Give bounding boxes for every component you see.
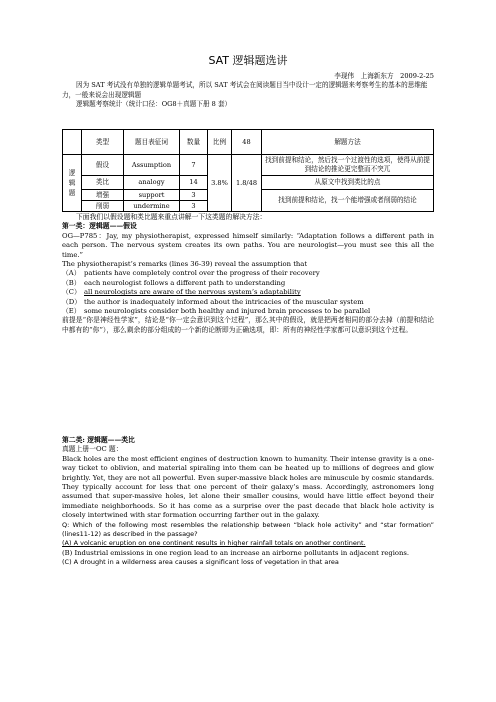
row-count: 3 [180,190,208,201]
question-text: The physiotherapist’s remarks (lines 36-39) reveal the assumption that [62,260,308,269]
row-count: 14 [180,176,208,190]
group-label: 逻辑题 [63,155,82,212]
option-text: the author is inadequately informed about the intricacies of the muscular system [84,297,364,306]
question-text: Q: Which of the following most resembles the relationship between “black hole activity” and “star formation” (lines11-12) as described in the passage? [62,520,434,539]
ratio-cell: 3.8% [208,155,232,212]
section-heading: 第二类: 逻辑题——类比 [62,436,135,444]
row-count: 3 [180,201,208,212]
option-text: each neurologist follows a different path to understanding [84,278,286,287]
row-keyword: support [124,190,180,201]
header-method: 解题方法 [262,130,434,155]
page-title: SAT 逻辑题选讲 [208,54,288,67]
table-row [63,155,434,176]
section-analogy [62,436,434,568]
row-count: 7 [180,155,208,176]
option-text: patients have completely control over the progress of their recovery [84,269,320,278]
option-item [62,279,434,288]
option-item [62,288,434,297]
row-keyword: Assumption [124,155,180,176]
option-item [62,298,434,307]
summary-table [62,129,434,212]
section-assumption [62,213,434,335]
option-item: (B) Industrial emissions in one region lead to an increase an airborne pollutants in adjacent regions. [62,548,409,557]
option-key: （D） [62,297,82,306]
passage-text: OG—P785：Jay, my physiotherapist, expressed himself similarly: “Adaptation follows a different path in each person. The nervous system creates its own paths. You are neurologist—you must see this all the time.” [62,231,434,259]
row-type: 假设 [82,155,124,176]
header-type: 类型 [82,130,124,155]
row-type: 类比 [82,176,124,190]
author-line: 李现伟 上海新东方 2009-2-25 [334,72,434,80]
row-keyword: analogy [124,176,180,190]
method-assumption: 找到前提和结论，然后找一个过渡性的选项，使得从前提到结论的推论更完整而不突兀 [262,155,434,176]
analysis-text: 前提是“你是神经性学家”，结论是“你一定会意识到这个过程”，那么其中的假设，就是把两者相同的部分去掉（前提和结论中都有的“你”），那么剩余的部分组成的一个新的论断即为正确选项，即：所有的神经性学家都可以意识到这个过程。 [62,316,434,334]
header-ratio: 比例 [208,130,232,155]
row-type: 增强 [82,190,124,201]
section-lead: 下面我们以假设题和类比题来重点讲解一下这类题的解决方法： [76,213,267,221]
option-key: （B） [62,278,81,287]
method-analogy: 从原文中找到类比的点 [262,176,434,190]
option-key: （E） [62,307,81,316]
source-text: 真题上册一OC 题： [62,445,123,454]
option-text: all neurologists are aware of the nervous system’s adaptability [84,288,301,297]
option-item: (C) A drought in a wilderness area causes a significant loss of vegetation in that area [62,558,339,567]
table-header-row [63,130,434,155]
option-key: （A） [62,269,81,278]
passage-text: Black holes are the most efficient engines of destruction known to humanity. Their intense gravity is a one-way ticket to oblivion, and material spiraling into them can be heated up to millions of degrees and glow brightly. Yet, they are not all powerful. Even super-massive black holes are minuscule by cosmic standards. They typically account for less that one percent of their galaxy’s mass. Accordingly, astronomers long assumed that super-massive holes, let alone their smaller cousins, would have little effect beyond their immediate neighborhoods. So it has come as a surprise over the past decade that black hole activity is closely intertwined with star formation occurring farther out in the galaxy. [62,454,434,520]
option-key: （C） [62,288,81,297]
ratio2-cell: 1.8/48 [232,155,262,212]
intro-paragraph [62,81,434,100]
method-support: 找到前提和结论，找一个能增强或者削弱的结论 [262,190,434,212]
row-keyword: undermine [124,201,180,212]
stats-caption: 逻辑题考察统计（统计口径：OG8＋真题下册 8 套） [76,100,232,108]
section-heading: 第一类：逻辑题——假设 [62,222,137,231]
option-item: (A) A volcanic eruption on one continent results in higher rainfall totals on another continent. [62,539,366,548]
row-type: 削弱 [82,201,124,212]
header-keyword: 题目表征词 [124,130,180,155]
option-item [62,269,434,278]
header-48: 48 [232,130,262,155]
header-count: 数量 [180,130,208,155]
intro-text: 因为 SAT 考试没有单独的逻辑单题考试，所以 SAT 考试会在阅读题目当中设计一定的逻辑题来考察考生的基本的思维能力，一般来说会出现逻辑题 [62,81,428,99]
option-text: some neurologists consider both healthy and injured brain processes to be parallel [84,307,371,316]
